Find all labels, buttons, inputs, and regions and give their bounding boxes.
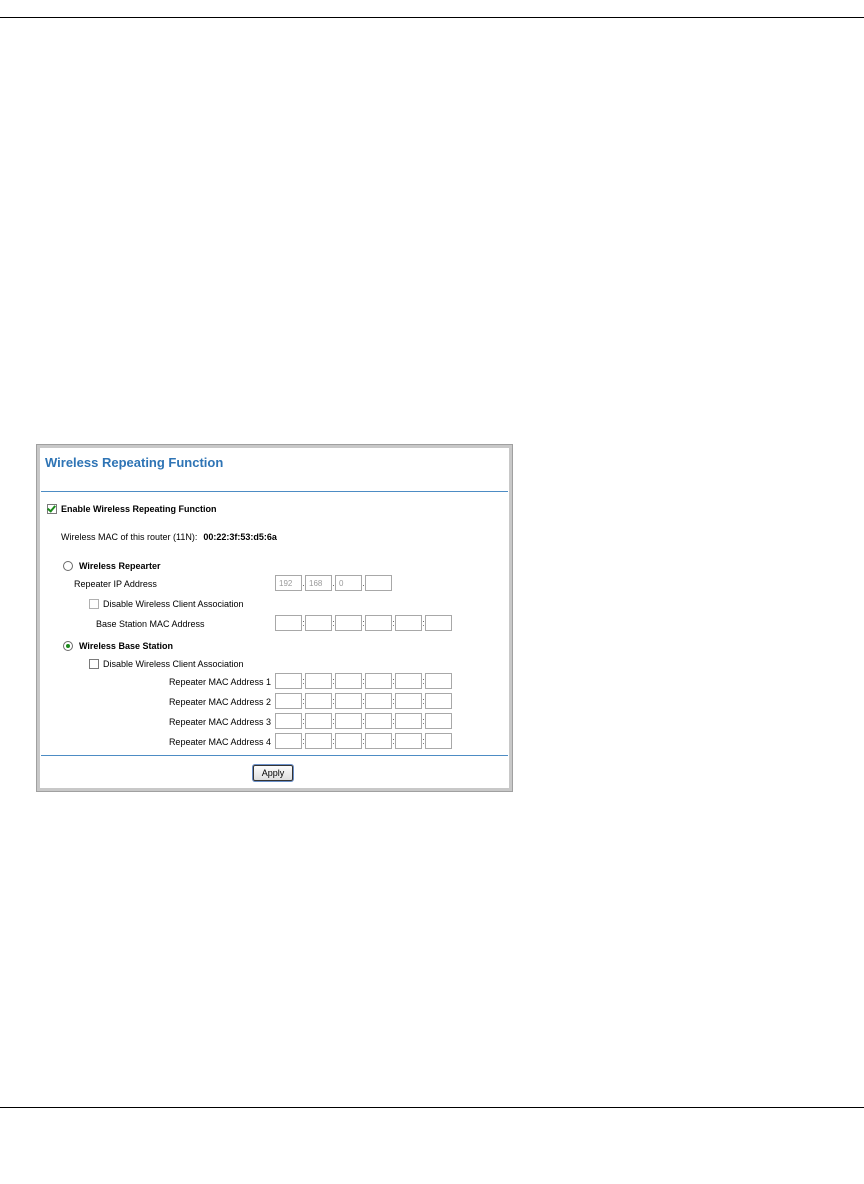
repeater-mac-3-field-6[interactable]: [425, 713, 452, 729]
base-mac-field-1[interactable]: [275, 615, 302, 631]
enable-repeating-checkbox[interactable]: [47, 504, 57, 514]
mac-label: Wireless MAC of this router (11N):: [61, 532, 198, 542]
repeater-mac-4-field-1[interactable]: [275, 733, 302, 749]
repeater-mac-2-field-1[interactable]: [275, 693, 302, 709]
repeater-mac-fields-1: : : : : :: [275, 673, 452, 689]
base-station-row: [63, 641, 173, 651]
repeater-disable-checkbox[interactable]: [89, 599, 99, 609]
repeater-mac-2-field-4[interactable]: [365, 693, 392, 709]
base-station-mac-label: Base Station MAC Address: [96, 619, 205, 629]
repeater-mac-3-field-5[interactable]: [395, 713, 422, 729]
repeater-mac-4-field-5[interactable]: [395, 733, 422, 749]
repeater-ip-octet-4[interactable]: [365, 575, 392, 591]
repeater-row: [63, 561, 160, 571]
wireless-repeating-panel: [36, 444, 513, 792]
repeater-mac-4-field-3[interactable]: [335, 733, 362, 749]
repeater-mac-fields-2: : : : : :: [275, 693, 452, 709]
base-disable-checkbox[interactable]: [89, 659, 99, 669]
repeater-mac-4-field-6[interactable]: [425, 733, 452, 749]
repeater-ip-fields: 192 . 168 . 0 .: [275, 575, 392, 591]
wireless-base-station-label: Wireless Base Station: [79, 641, 173, 651]
repeater-mac-1-field-4[interactable]: [365, 673, 392, 689]
repeater-mac-2-field-3[interactable]: [335, 693, 362, 709]
base-disable-row: [89, 659, 244, 669]
base-station-mac-fields: : : : : :: [275, 615, 452, 631]
repeater-mac-1-field-3[interactable]: [335, 673, 362, 689]
repeater-mac-4-field-2[interactable]: [305, 733, 332, 749]
panel-title: Wireless Repeating Function: [45, 455, 224, 470]
repeater-mac-1-field-1[interactable]: [275, 673, 302, 689]
repeater-ip-octet-2[interactable]: 168: [305, 575, 332, 591]
repeater-disable-row: [89, 599, 244, 609]
repeater-mac-2-field-2[interactable]: [305, 693, 332, 709]
repeater-mac-3-field-4[interactable]: [365, 713, 392, 729]
repeater-mac-3-field-3[interactable]: [335, 713, 362, 729]
repeater-mac-3-field-1[interactable]: [275, 713, 302, 729]
base-mac-field-4[interactable]: [365, 615, 392, 631]
repeater-mac-2-field-5[interactable]: [395, 693, 422, 709]
repeater-mac-1-field-6[interactable]: [425, 673, 452, 689]
mac-value: 00:22:3f:53:d5:6a: [203, 532, 277, 542]
mac-row: [61, 532, 277, 542]
repeater-disable-label: Disable Wireless Client Association: [103, 599, 244, 609]
repeater-mac-1-field-2[interactable]: [305, 673, 332, 689]
wireless-base-station-radio[interactable]: [63, 641, 73, 651]
repeater-ip-octet-1[interactable]: 192: [275, 575, 302, 591]
page-bottom-rule: [0, 1107, 864, 1108]
repeater-mac-1-field-5[interactable]: [395, 673, 422, 689]
repeater-mac-fields-3: : : : : :: [275, 713, 452, 729]
apply-button[interactable]: Apply: [253, 765, 293, 781]
repeater-mac-label-4: Repeater MAC Address 4: [168, 737, 271, 747]
title-divider: [41, 491, 508, 492]
repeater-mac-label-2: Repeater MAC Address 2: [168, 697, 271, 707]
base-disable-label: Disable Wireless Client Association: [103, 659, 244, 669]
page-top-rule: [0, 17, 864, 18]
base-mac-field-3[interactable]: [335, 615, 362, 631]
wireless-repeater-radio[interactable]: [63, 561, 73, 571]
wireless-repeater-label: Wireless Repearter: [79, 561, 161, 571]
repeater-mac-3-field-2[interactable]: [305, 713, 332, 729]
base-mac-field-5[interactable]: [395, 615, 422, 631]
enable-repeating-label: Enable Wireless Repeating Function: [61, 504, 217, 514]
repeater-mac-label-3: Repeater MAC Address 3: [168, 717, 271, 727]
repeater-ip-octet-3[interactable]: 0: [335, 575, 362, 591]
base-mac-field-6[interactable]: [425, 615, 452, 631]
repeater-mac-2-field-6[interactable]: [425, 693, 452, 709]
enable-row: [47, 504, 216, 514]
repeater-mac-label-1: Repeater MAC Address 1: [168, 677, 271, 687]
repeater-mac-4-field-4[interactable]: [365, 733, 392, 749]
repeater-ip-label: Repeater IP Address: [74, 579, 157, 589]
repeater-mac-fields-4: : : : : :: [275, 733, 452, 749]
base-mac-field-2[interactable]: [305, 615, 332, 631]
apply-divider: [41, 755, 508, 756]
